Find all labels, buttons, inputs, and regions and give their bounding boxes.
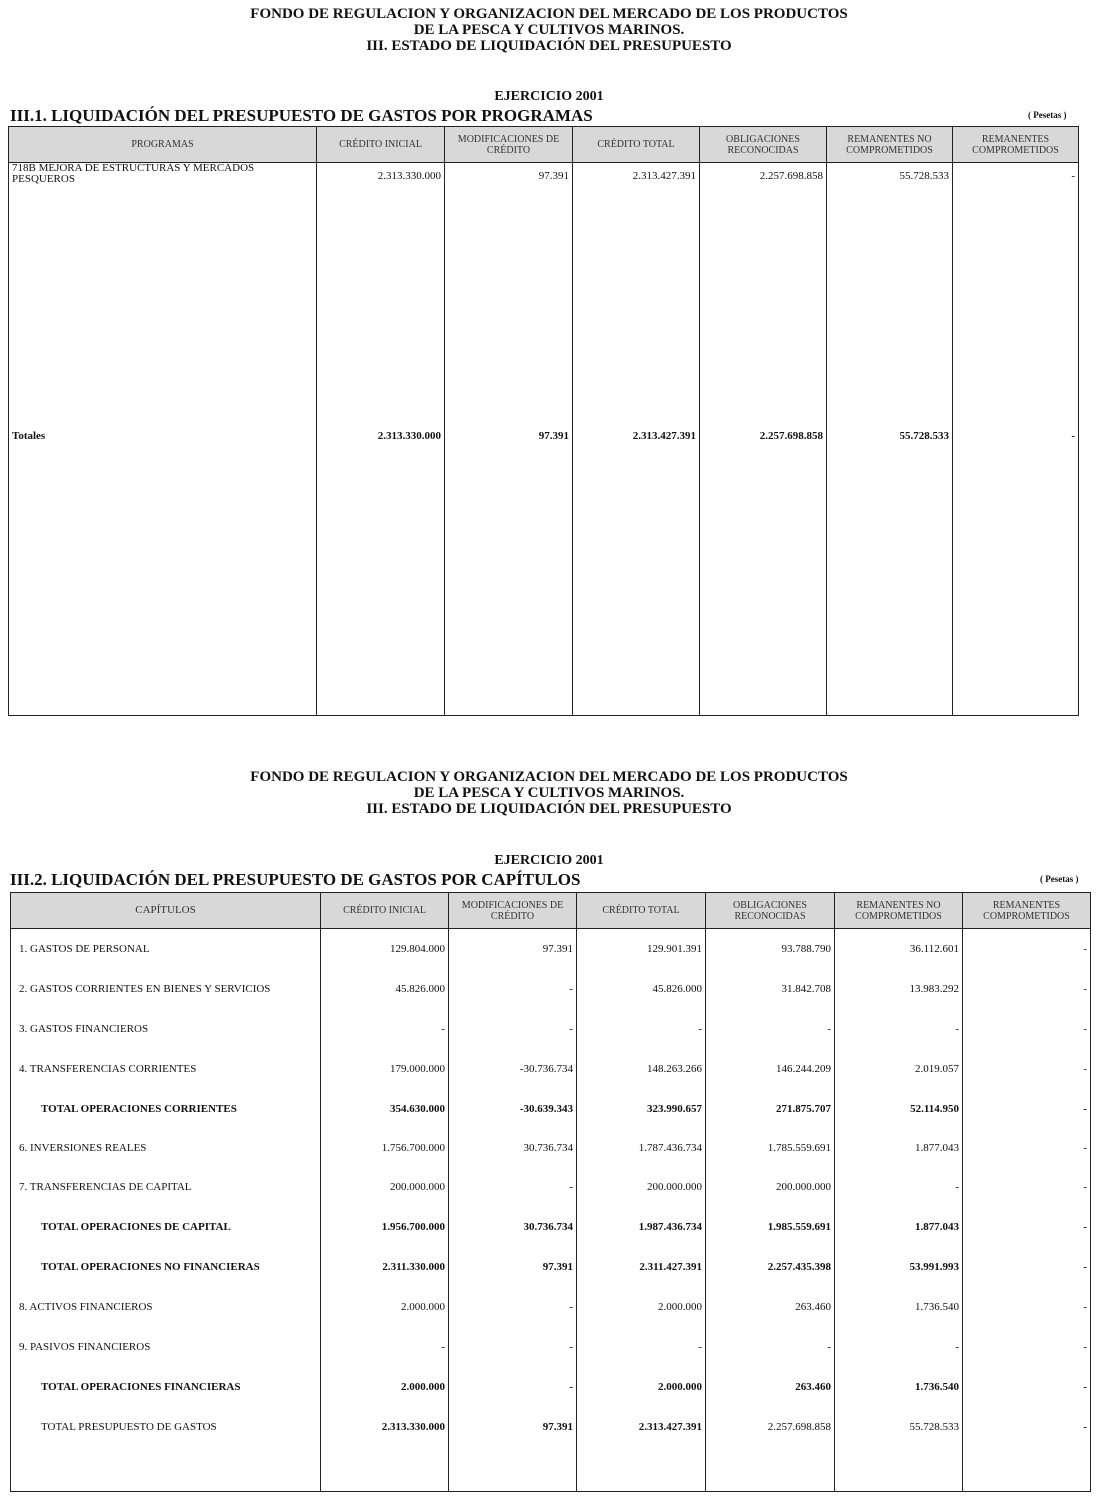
cell-value: -30.736.734 — [449, 1049, 577, 1089]
page2-unit-label: ( Pesetas ) — [1040, 874, 1079, 884]
cell-value: 2.000.000 — [321, 1287, 449, 1327]
cell-value: - — [953, 163, 1079, 431]
cell-value: 2.257.698.858 — [706, 1407, 835, 1447]
page2-header-line2: DE LA PESCA Y CULTIVOS MARINOS. — [413, 785, 685, 801]
cell-value: 1.787.436.734 — [577, 1129, 706, 1167]
cell-value: - — [963, 1129, 1091, 1167]
col-header-obligaciones: OBLIGACIONES RECONOCIDAS — [706, 893, 835, 929]
cell-value: 93.788.790 — [706, 929, 835, 969]
row-label: TOTAL PRESUPUESTO DE GASTOS — [11, 1407, 321, 1447]
cell-value: 45.826.000 — [577, 969, 706, 1009]
table-row — [11, 1327, 1091, 1367]
cell-value: - — [953, 431, 1079, 587]
table-filler — [11, 1447, 1091, 1492]
table-row-total — [11, 1207, 1091, 1247]
cell-value: 2.313.330.000 — [317, 163, 445, 431]
col-header-credito-inicial: CRÉDITO INICIAL — [321, 893, 449, 929]
cell-value: 2.313.427.391 — [577, 1407, 706, 1447]
col-header-credito-total: CRÉDITO TOTAL — [573, 127, 700, 163]
cell-value: 1.736.540 — [835, 1367, 963, 1407]
row-label: 3. GASTOS FINANCIEROS — [11, 1009, 321, 1049]
cell-value: 1.985.559.691 — [706, 1207, 835, 1247]
cell-value: 2.257.698.858 — [700, 163, 827, 431]
cell-value: 2.000.000 — [321, 1367, 449, 1407]
cell-value: 129.804.000 — [321, 929, 449, 969]
cell-value: 2.313.330.000 — [321, 1407, 449, 1447]
row-label: TOTAL OPERACIONES NO FINANCIERAS — [11, 1247, 321, 1287]
cell-value: - — [963, 1247, 1091, 1287]
cell-value: 1.736.540 — [835, 1287, 963, 1327]
cell-value: - — [577, 1009, 706, 1049]
col-header-remanentes-comp: REMANENTES COMPROMETIDOS — [953, 127, 1079, 163]
table-row — [11, 969, 1091, 1009]
cell-value: - — [963, 1049, 1091, 1089]
table-row-total — [11, 1089, 1091, 1129]
cell-value: 129.901.391 — [577, 929, 706, 969]
table-row — [11, 1009, 1091, 1049]
col-header-credito-inicial: CRÉDITO INICIAL — [317, 127, 445, 163]
page1-ejercicio: EJERCICIO 2001 — [494, 89, 604, 104]
cell-value: 2.257.698.858 — [700, 431, 827, 587]
col-header-modificaciones: MODIFICACIONES DE CRÉDITO — [449, 893, 577, 929]
row-label: TOTAL OPERACIONES DE CAPITAL — [11, 1207, 321, 1247]
cell-value: 30.736.734 — [449, 1129, 577, 1167]
row-label: TOTAL OPERACIONES CORRIENTES — [11, 1089, 321, 1129]
page2-ejercicio: EJERCICIO 2001 — [494, 853, 604, 868]
row-label: 6. INVERSIONES REALES — [11, 1129, 321, 1167]
cell-value: - — [706, 1009, 835, 1049]
table-row — [9, 163, 1079, 431]
page2-header — [0, 769, 1098, 817]
cell-value: - — [449, 1009, 577, 1049]
cell-value: 2.019.057 — [835, 1049, 963, 1089]
col-header-programas: PROGRAMAS — [9, 127, 317, 163]
table-filler — [9, 587, 1079, 716]
cell-value: 1.785.559.691 — [706, 1129, 835, 1167]
table-row-total — [11, 1367, 1091, 1407]
col-header-remanentes-no: REMANENTES NO COMPROMETIDOS — [827, 127, 953, 163]
cell-value: - — [963, 1009, 1091, 1049]
cell-value: 1.756.700.000 — [321, 1129, 449, 1167]
cell-value: 30.736.734 — [449, 1207, 577, 1247]
cell-value: - — [706, 1327, 835, 1367]
cell-value: - — [963, 1089, 1091, 1129]
cell-value: 263.460 — [706, 1287, 835, 1327]
cell-value: 55.728.533 — [835, 1407, 963, 1447]
cell-value: 271.875.707 — [706, 1089, 835, 1129]
row-label: 718B MEJORA DE ESTRUCTURAS Y MERCADOS PESQUEROS — [9, 163, 317, 431]
cell-value: 2.313.330.000 — [317, 431, 445, 587]
page1-header-line2: DE LA PESCA Y CULTIVOS MARINOS. — [413, 22, 685, 38]
table-row-total — [11, 1407, 1091, 1447]
cell-value: 1.987.436.734 — [577, 1207, 706, 1247]
table-row — [11, 1287, 1091, 1327]
cell-value: - — [449, 1167, 577, 1207]
cell-value: 200.000.000 — [321, 1167, 449, 1207]
cell-value: 53.991.993 — [835, 1247, 963, 1287]
cell-value: - — [963, 969, 1091, 1009]
cell-value: 2.000.000 — [577, 1287, 706, 1327]
table-row — [9, 431, 1079, 587]
cell-value: 1.956.700.000 — [321, 1207, 449, 1247]
cell-value: 45.826.000 — [321, 969, 449, 1009]
table-row — [11, 1049, 1091, 1089]
row-label: TOTAL OPERACIONES FINANCIERAS — [11, 1367, 321, 1407]
cell-value: - — [963, 1407, 1091, 1447]
cell-value: 2.313.427.391 — [573, 163, 700, 431]
cell-value: - — [963, 1287, 1091, 1327]
cell-value: 263.460 — [706, 1367, 835, 1407]
cell-value: 2.311.330.000 — [321, 1247, 449, 1287]
row-label: 7. TRANSFERENCIAS DE CAPITAL — [11, 1167, 321, 1207]
row-label: Totales — [9, 431, 317, 587]
cell-value: - — [835, 1167, 963, 1207]
cell-value: - — [963, 1367, 1091, 1407]
cell-value: 97.391 — [449, 1247, 577, 1287]
cell-value: 31.842.708 — [706, 969, 835, 1009]
cell-value: - — [449, 1327, 577, 1367]
page1-header — [0, 6, 1098, 54]
cell-value: - — [321, 1327, 449, 1367]
cell-value: - — [449, 1287, 577, 1327]
cell-value: 2.313.427.391 — [573, 431, 700, 587]
page2-header-line1: FONDO DE REGULACION Y ORGANIZACION DEL MERCADO DE LOS PRODUCTOS — [250, 769, 848, 785]
table-row-total — [11, 1247, 1091, 1287]
cell-value: - — [963, 1207, 1091, 1247]
col-header-remanentes-comp: REMANENTES COMPROMETIDOS — [963, 893, 1091, 929]
col-header-obligaciones: OBLIGACIONES RECONOCIDAS — [700, 127, 827, 163]
cell-value: - — [835, 1009, 963, 1049]
cell-value: - — [577, 1327, 706, 1367]
page1-section-title: III.1. LIQUIDACIÓN DEL PRESUPUESTO DE GASTOS POR PROGRAMAS — [10, 106, 593, 125]
cell-value: 2.257.435.398 — [706, 1247, 835, 1287]
page2-header-line3: III. ESTADO DE LIQUIDACIÓN DEL PRESUPUESTO — [366, 801, 732, 817]
cell-value: 1.877.043 — [835, 1207, 963, 1247]
cell-value: 97.391 — [445, 163, 573, 431]
cell-value: 200.000.000 — [706, 1167, 835, 1207]
cell-value: 36.112.601 — [835, 929, 963, 969]
col-header-credito-total: CRÉDITO TOTAL — [577, 893, 706, 929]
page1-header-line3: III. ESTADO DE LIQUIDACIÓN DEL PRESUPUESTO — [366, 38, 732, 54]
cell-value: - — [321, 1009, 449, 1049]
page2-section-title: III.2. LIQUIDACIÓN DEL PRESUPUESTO DE GASTOS POR CAPÍTULOS — [10, 870, 581, 889]
table-row — [11, 1167, 1091, 1207]
cell-value: 52.114.950 — [835, 1089, 963, 1129]
cell-value: 354.630.000 — [321, 1089, 449, 1129]
row-label: 4. TRANSFERENCIAS CORRIENTES — [11, 1049, 321, 1089]
col-header-remanentes-no: REMANENTES NO COMPROMETIDOS — [835, 893, 963, 929]
cell-value: 1.877.043 — [835, 1129, 963, 1167]
cell-value: 2.311.427.391 — [577, 1247, 706, 1287]
cell-value: 2.000.000 — [577, 1367, 706, 1407]
cell-value: 323.990.657 — [577, 1089, 706, 1129]
row-label: 1. GASTOS DE PERSONAL — [11, 929, 321, 969]
cell-value: 13.983.292 — [835, 969, 963, 1009]
page1-header-line1: FONDO DE REGULACION Y ORGANIZACION DEL MERCADO DE LOS PRODUCTOS — [250, 6, 848, 22]
table-row — [11, 929, 1091, 969]
cell-value: 55.728.533 — [827, 163, 953, 431]
cell-value: - — [963, 929, 1091, 969]
cell-value: 97.391 — [449, 929, 577, 969]
cell-value: 97.391 — [445, 431, 573, 587]
row-label: 2. GASTOS CORRIENTES EN BIENES Y SERVICIOS — [11, 969, 321, 1009]
cell-value: - — [963, 1167, 1091, 1207]
table-row — [11, 1129, 1091, 1167]
cell-value: 200.000.000 — [577, 1167, 706, 1207]
cell-value: - — [449, 1367, 577, 1407]
cell-value: 179.000.000 — [321, 1049, 449, 1089]
cell-value: - — [963, 1327, 1091, 1367]
row-label: 8. ACTIVOS FINANCIEROS — [11, 1287, 321, 1327]
col-header-modificaciones: MODIFICACIONES DE CRÉDITO — [445, 127, 573, 163]
cell-value: 97.391 — [449, 1407, 577, 1447]
cell-value: - — [835, 1327, 963, 1367]
col-header-capitulos: CAPÍTULOS — [11, 893, 321, 929]
table-capitulos — [10, 892, 1091, 1492]
cell-value: 146.244.209 — [706, 1049, 835, 1089]
cell-value: 148.263.266 — [577, 1049, 706, 1089]
row-label: 9. PASIVOS FINANCIEROS — [11, 1327, 321, 1367]
cell-value: - — [449, 969, 577, 1009]
cell-value: -30.639.343 — [449, 1089, 577, 1129]
table-programas — [8, 126, 1079, 716]
cell-value: 55.728.533 — [827, 431, 953, 587]
page1-unit-label: ( Pesetas ) — [1028, 110, 1067, 120]
